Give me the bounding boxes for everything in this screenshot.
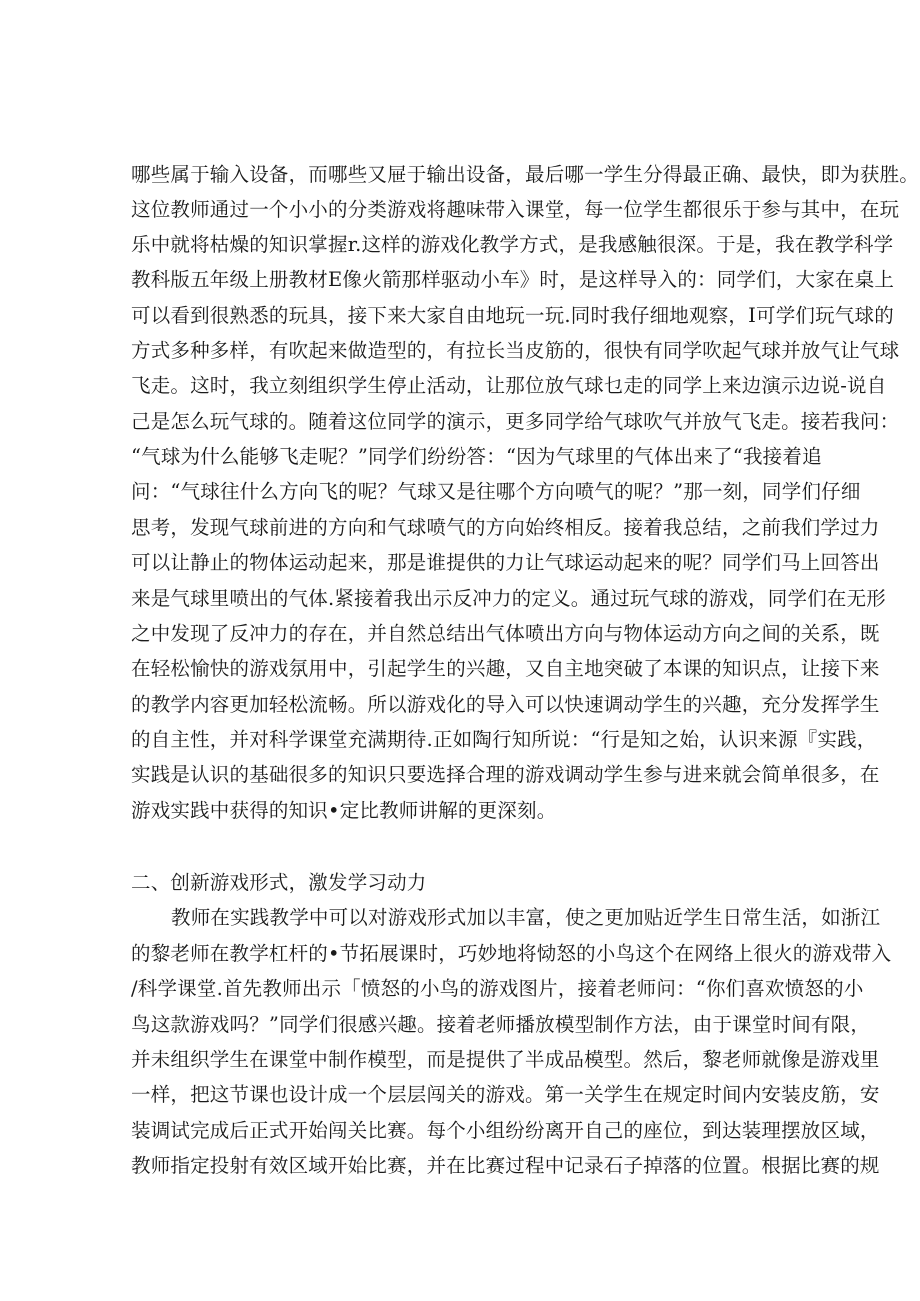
text-line: 的教学内容更加轻松流畅。所以游戏化的导入可以快速调动学生的兴趣，充分发挥学生 <box>131 693 880 716</box>
text-line: /科学课堂.首先教师出示「愤怒的小鸟的游戏图片，接着老师问：“你们喜欢愤怒的小 <box>131 977 864 1000</box>
text-line: 在轻松愉快的游戏氛用中，引起学生的兴趣，又自主地突破了本课的知识点，让接下来 <box>131 657 880 680</box>
text-line: 方式多种多样，有吹起来做造型的，有拉长当皮筋的，很快有同学吹起气球并放气让气球 <box>131 339 900 362</box>
text-line: 并未组织学生在课堂中制作模型，而是提供了半成品模型。然后，黎老师就像是游戏里 <box>131 1048 880 1071</box>
text-line: 装调试完成后正式开始闯关比赛。每个小组纷纷离开自己的座位，到达装理摆放区域， <box>131 1119 880 1142</box>
text-line: 问：“气球往什么方向飞的呢？气球又是往哪个方向喷气的呢？”那一刻，同学们仔细 <box>131 480 861 503</box>
text-line: 游戏实践中获得的知识•定比教师讲解的更深刻。 <box>131 799 557 822</box>
text-line: 的黎老师在教学杠杆的•节拓展课时，巧妙地将恸怒的小鸟这个在网络上很火的游戏带入 <box>131 942 892 965</box>
text-line: 己是怎么玩气球的。随着这位同学的演示，更多同学给气球吹气并放气飞走。接若我问： <box>131 410 900 433</box>
text-line: 教科版五年级上册教材E像火箭那样驱动小车》时，是这样导入的：同学们，大家在桌上 <box>131 268 895 291</box>
text-line: 实践是认识的基础很多的知识只要选择合理的游戏调动学生参与进来就会简单很多，在 <box>131 763 880 786</box>
text-line: 飞走。这时，我立刻组织学生停止活动，让那位放气球乜走的同学上来边演示边说-说自 <box>131 374 887 397</box>
text-line: 教师在实践教学中可以对游戏形式加以丰富，使之更加贴近学生日常生活，如浙江 <box>171 906 881 929</box>
text-line: 思考，发现气球前进的方向和气球喷气的方向始终相反。接着我总结，之前我们学过力 <box>131 516 880 539</box>
section-heading: 二、创新游戏形式，激发学习动力 <box>131 871 427 894</box>
text-line: 可以让静止的物体运动起来，那是谁提供的力让气球运动起来的呢？同学们马上回答出 <box>131 551 880 574</box>
text-line: 这位教师通过一个小小的分类游戏将趣味带入课堂，每一位学生都很乐于参与其中，在玩 <box>131 198 900 221</box>
text-line: 来是气球里喷出的气体.紧接着我出示反冲力的定义。通过玩气球的游戏，同学们在无形 <box>131 587 886 610</box>
text-line: 乐中就将枯燥的知识掌握r.这样的游戏化教学方式，是我感触很深。于是，我在教学科学 <box>131 233 894 256</box>
text-line: 之中发现了反冲力的存在，并自然总结出气体喷出方向与物体运动方向之间的关系，既 <box>131 622 880 645</box>
text-line: 的自主性，并对科学课堂充满期待.正如陶行知所说：“行是知之始，认识来源『实践， <box>131 728 877 751</box>
text-line: “气球为什么能够飞走呢？”同学们纷纷答：“因为气球里的气体出来了“我接着追 <box>131 445 822 468</box>
text-line: 哪些属于输入设备，而哪些又屉于输出设备，最后哪一学生分得最正确、最快，即为获胜。 <box>131 163 920 186</box>
text-line: 可以看到很熟悉的玩具，接下来大家自由地玩一玩.同时我仔细地观察，I可学们玩气球的 <box>131 304 894 327</box>
text-line: 一样，把这节课也设计成一个层层闯关的游戏。第一关学生在规定时间内安装皮筋，安 <box>131 1083 880 1106</box>
text-line: 教师指定投射有效区域开始比赛，并在比赛过程中记录石子掉落的位置。根据比赛的规 <box>131 1154 880 1177</box>
text-line: 鸟这款游戏吗？”同学们很感兴趣。接着老师播放模型制作方法，由于课堂时间有限， <box>131 1013 871 1036</box>
